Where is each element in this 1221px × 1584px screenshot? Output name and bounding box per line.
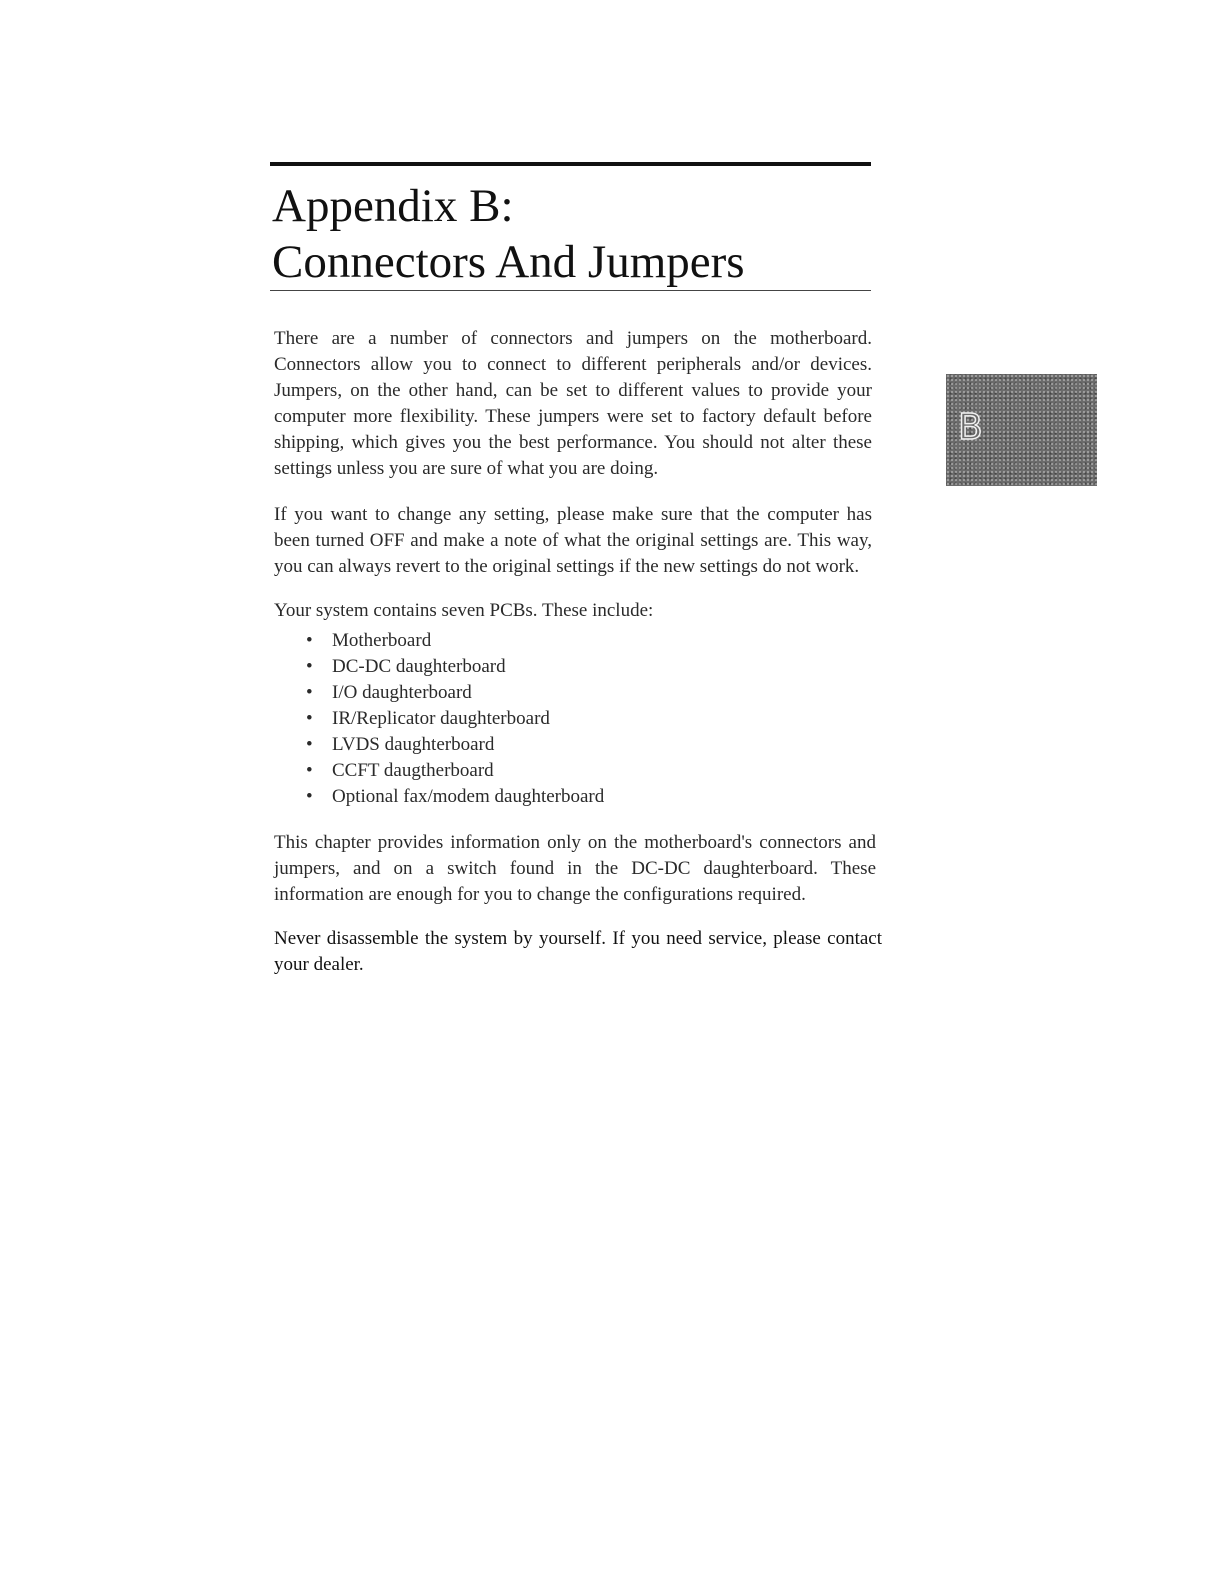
list-item: • LVDS daughterboard <box>302 732 872 758</box>
change-settings-paragraph: If you want to change any setting, please make sure that the computer has been turned OFF and make a note of what the original settings are. This way, you can always revert to the original settings if the new settings do not work. <box>274 504 872 577</box>
warning-paragraph: Never disassemble the system by yourself. If you need service, please contact your dealer. <box>274 928 882 975</box>
chapter-tab <box>946 374 1097 486</box>
page-title-line-2: Connectors And Jumpers <box>272 236 745 288</box>
page-title-line-1: Appendix B: <box>272 180 514 232</box>
heading-bottom-rule <box>270 290 871 291</box>
list-item: • Motherboard <box>302 628 872 654</box>
pcb-intro-paragraph: Your system contains seven PCBs. These include: <box>274 600 654 621</box>
pcb-list <box>302 628 872 810</box>
list-item: • I/O daughterboard <box>302 680 872 706</box>
list-item: • Optional fax/modem daughterboard <box>302 784 872 810</box>
body-text <box>274 326 882 978</box>
list-item: • IR/Replicator daughterboard <box>302 706 872 732</box>
chapter-scope-paragraph: This chapter provides information only on the motherboard's connectors and jumpers, and on a switch found in the DC-DC daughterboard. These information are enough for you to change the configurations required. <box>274 832 876 905</box>
list-item: • CCFT daugtherboard <box>302 758 872 784</box>
intro-paragraph: There are a number of connectors and jumpers on the motherboard. Connectors allow you to connect to different peripherals and/or devices. Jumpers, on the other hand, can be set to different values to provide your computer more flexibility. These jumpers were set to factory default before shipping, which gives you the best performance. You should not alter these settings unless you are sure of what you are doing. <box>274 328 872 479</box>
list-item: • DC-DC daughterboard <box>302 654 872 680</box>
heading-top-rule <box>270 162 871 166</box>
page-title <box>272 178 745 290</box>
chapter-tab-letter: B <box>958 407 983 448</box>
